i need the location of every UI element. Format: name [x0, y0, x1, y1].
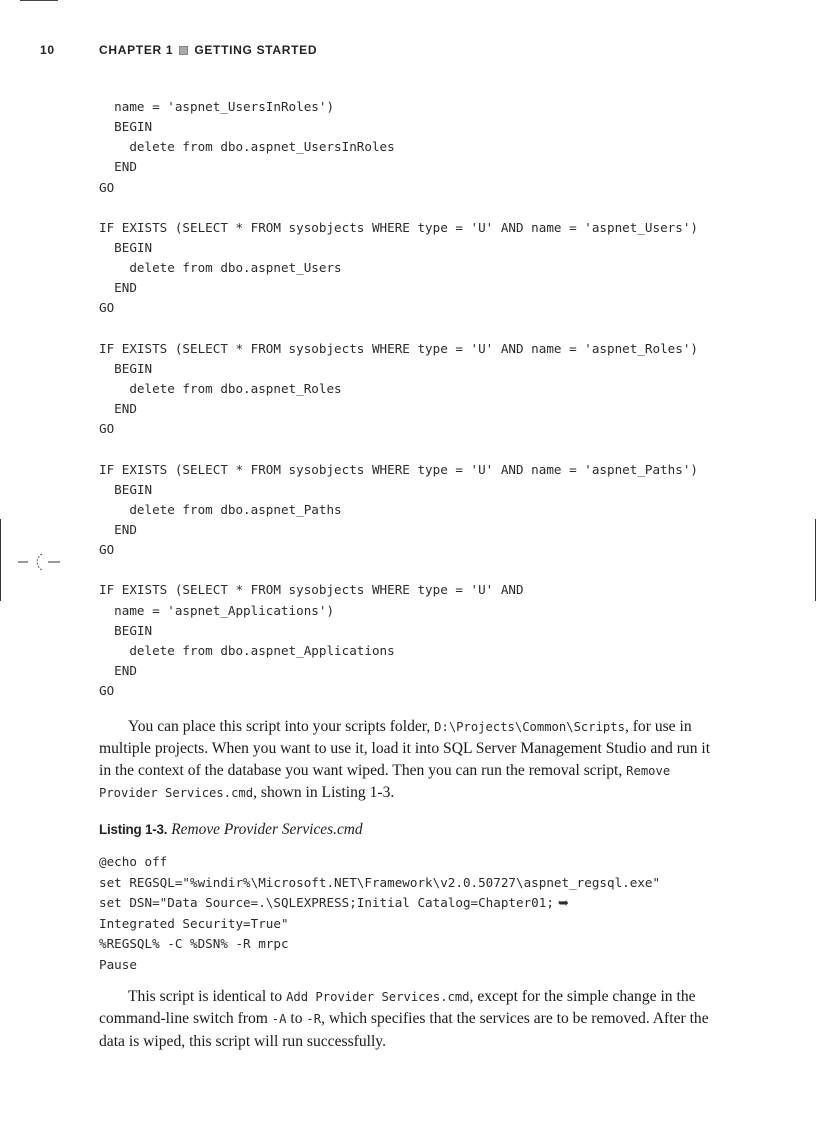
listing-caption	[99, 821, 363, 839]
code-line: name = 'aspnet_Applications')	[99, 602, 335, 618]
code-line: delete from dbo.aspnet_Roles	[99, 380, 342, 396]
code-line: delete from dbo.aspnet_Paths	[99, 501, 342, 517]
paragraph-text: , which specifies that the services are to be removed. After the data is wiped, this script will run successfully.	[99, 1010, 709, 1050]
code-line: BEGIN	[99, 239, 153, 255]
inline-code-filename: Remove Provider Services.cmd	[99, 763, 671, 800]
code-line	[99, 439, 698, 459]
code-line: END	[99, 280, 137, 296]
body-paragraph	[99, 716, 719, 804]
code-line: Integrated Security=True"	[99, 915, 289, 931]
code-line: GO	[99, 300, 115, 316]
code-line: GO	[99, 421, 115, 437]
code-line: Pause	[99, 956, 137, 972]
code-line: delete from dbo.aspnet_UsersInRoles	[99, 139, 395, 155]
inline-code-filename: Add Provider Services.cmd	[286, 990, 470, 1004]
code-line: END	[99, 159, 137, 175]
code-line: IF EXISTS (SELECT * FROM sysobjects WHERE type = 'U' AND	[99, 582, 524, 598]
left-margin-mark	[0, 519, 1, 601]
code-line: %REGSQL% -C %DSN% -R mrpc	[99, 936, 289, 951]
page-number: 10	[40, 43, 55, 57]
code-line-text: set DSN="Data Source=.\SQLEXPRESS;Initial Catalog=Chapter01;	[99, 895, 554, 910]
paragraph-text: You can place this script into your scripts folder,	[128, 718, 435, 735]
code-line: name = 'aspnet_UsersInRoles')	[99, 99, 335, 114]
code-line: GO	[99, 542, 115, 558]
code-line: delete from dbo.aspnet_Users	[99, 260, 342, 276]
body-paragraph	[99, 986, 719, 1052]
chapter-name: GETTING STARTED	[194, 43, 318, 57]
code-line: GO	[99, 683, 115, 699]
listing-title: Remove Provider Services.cmd	[171, 821, 363, 838]
code-line	[99, 893, 660, 914]
square-separator-icon	[179, 46, 188, 55]
code-line	[99, 198, 698, 218]
code-line	[99, 560, 698, 580]
chapter-number: CHAPTER 1	[99, 43, 174, 57]
code-line: @echo off	[99, 854, 168, 869]
inline-code-switch: -A	[271, 1012, 287, 1027]
code-line: BEGIN	[99, 622, 153, 638]
code-line: IF EXISTS (SELECT * FROM sysobjects WHERE type = 'U' AND name = 'aspnet_Paths')	[99, 461, 698, 477]
code-line: END	[99, 401, 137, 417]
sql-code-block	[99, 97, 698, 701]
code-line: BEGIN	[99, 119, 153, 135]
code-line: set REGSQL="%windir%\Microsoft.NET\Framework\v2.0.50727\aspnet_regsql.exe"	[99, 874, 661, 890]
listing-label: Listing 1-3.	[99, 822, 168, 837]
code-line: GO	[99, 179, 115, 195]
code-line: BEGIN	[99, 360, 153, 376]
chapter-title	[99, 43, 317, 57]
line-continuation-arrow-icon: ➥	[557, 896, 569, 911]
code-line: BEGIN	[99, 481, 153, 497]
registration-mark-icon	[18, 548, 62, 576]
paragraph-text: , shown in Listing 1-3.	[253, 783, 395, 801]
code-line: delete from dbo.aspnet_Applications	[99, 642, 395, 658]
code-line	[99, 319, 698, 339]
code-line: END	[99, 521, 137, 537]
paragraph-text: This script is identical to	[128, 988, 287, 1005]
code-line: IF EXISTS (SELECT * FROM sysobjects WHERE type = 'U' AND name = 'aspnet_Roles')	[99, 340, 698, 356]
top-crop-rule	[20, 0, 58, 1]
cmd-code-block	[99, 852, 660, 975]
code-line: IF EXISTS (SELECT * FROM sysobjects WHERE type = 'U' AND name = 'aspnet_Users')	[99, 219, 698, 235]
inline-code-switch: -R	[306, 1012, 322, 1027]
paragraph-text: , for use in multiple projects. When you want to use it, load it into SQL Server Management Studio and run it in the context of the database you want wiped. Then you can run the removal script,	[99, 718, 711, 779]
paragraph-text: to	[286, 1010, 307, 1028]
code-line: END	[99, 662, 137, 678]
inline-code-path: D:\Projects\Common\Scripts	[434, 720, 625, 734]
paragraph-text: , except for the simple change in the command-line switch from	[99, 988, 696, 1028]
